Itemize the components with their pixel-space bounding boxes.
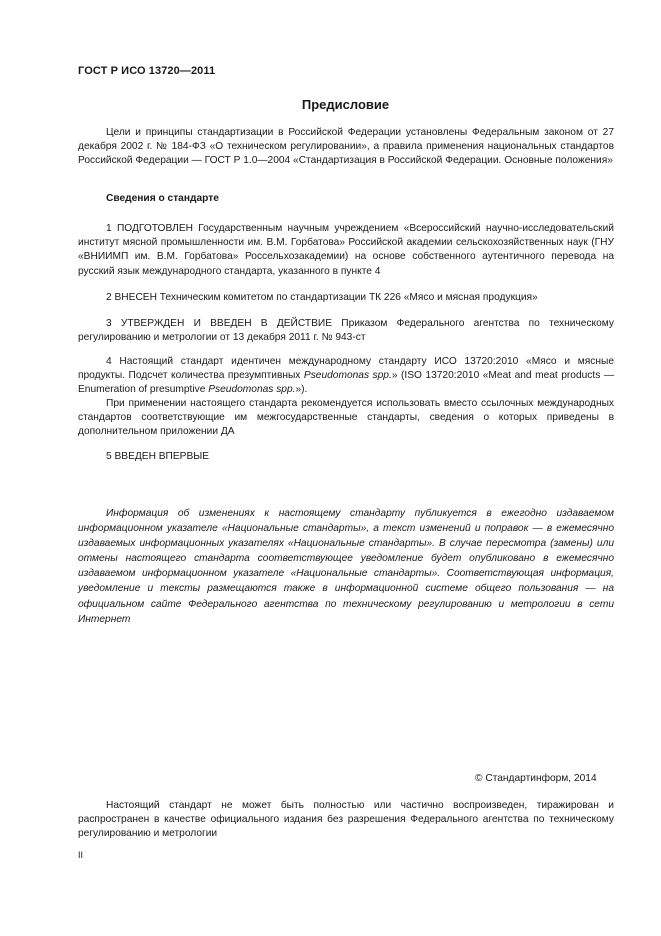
item-4-paragraph	[78, 355, 614, 398]
section-heading: Сведения о стандарте	[106, 193, 219, 204]
item-4-text-1: 4 Настоящий стандарт идентичен международному стандарту ИСО 13720:2010 «Мясо и мясные продукты. Подсчет количества презумптивных	[78, 356, 614, 382]
document-code: ГОСТ Р ИСО 13720—2011	[78, 65, 216, 77]
footer-paragraph: Настоящий стандарт не может быть полностью или частично воспроизведен, тиражирован и распространен в качестве официального издания без разрешения Федерального агентства по техническому регулированию и метрологии	[78, 800, 614, 840]
item-2-paragraph: 2 ВНЕСЕН Техническим комитетом по стандартизации ТК 226 «Мясо и мясная продукция»	[106, 292, 538, 303]
item-4-species-2: Pseudomonas spp.	[208, 384, 296, 396]
intro-paragraph: Цели и принципы стандартизации в Российской Федерации установлены Федеральным законом от 27 декабря 2002 г. № 184-ФЗ «О техническом регулировании», а правила применения национальных стандартов Российской Федерации — ГОСТ Р 1.0—2004 «Стандартизация в Российской Федерации. Основные положения»	[78, 127, 614, 167]
item-1-paragraph: 1 ПОДГОТОВЛЕН Государственным научным учреждением «Всероссийский научно-исследовательский институт мясной промышленности им. В.М. Горбатова» Российской академии сельскохозяйственных наук (ГНУ «ВНИИМП им. В.М. Горбатова» Россельхозакадемии) на основе собственного аутентичного перевода на русский язык международного стандарта, указанного в пункте 4	[78, 223, 614, 277]
item-4-note-paragraph: При применении настоящего стандарта рекомендуется использовать вместо ссылочных международных стандартов соответствующие им межгосударственные стандарты, сведения о которых приведены в дополнительном приложении ДА	[78, 398, 614, 438]
item-5-paragraph: 5 ВВЕДЕН ВПЕРВЫЕ	[106, 451, 210, 462]
page-number: II	[78, 850, 84, 860]
item-4-text-3: »).	[295, 384, 308, 396]
item-4-text-2: » (ISO 13720:2010 «Meat and meat products — Enumeration of presumptive	[78, 370, 615, 396]
item-3-paragraph: 3 УТВЕРЖДЕН И ВВЕДЕН В ДЕЙСТВИЕ Приказом Федерального агентства по техническому регулированию и метрологии от 13 декабря 2011 г. № 943-ст	[78, 318, 614, 344]
page-title: Предисловие	[301, 97, 390, 112]
copyright-line: © Стандартинформ, 2014	[475, 773, 597, 784]
notice-paragraph: Информация об изменениях к настоящему стандарту публикуется в ежегодно издаваемом информационном указателе «Национальные стандарты», а текст изменений и поправок — в ежемесячно издаваемых информационных указателях «Национальные стандарты». В случае пересмотра (замены) или отмены настоящего стандарта соответствующее уведомление будет опубликовано в ежемесячно издаваемом информационном указателе «Национальные стандарты». Соответствующая информация, уведомление и тексты размещаются также в информационной системе общего пользования — на официальном сайте Федерального агентства по техническому регулированию и метрологии в сети Интернет	[78, 508, 614, 625]
item-4-species-1: Pseudomonas spp.	[303, 370, 392, 382]
